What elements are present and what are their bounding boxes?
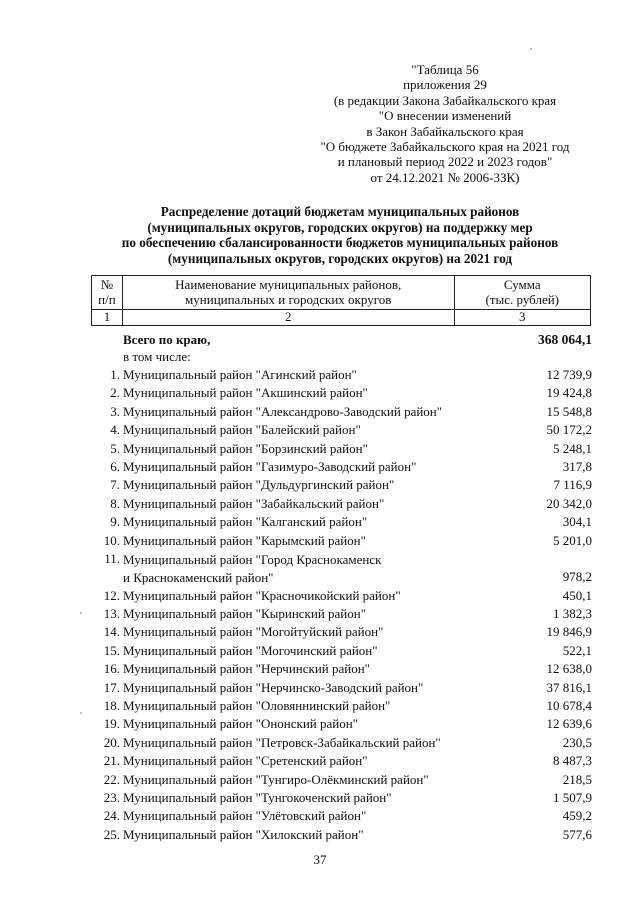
row-number: 8. <box>110 495 120 511</box>
header-line: в Закон Забайкальского края <box>366 123 524 139</box>
page-number: 37 <box>313 852 327 867</box>
row-number: 18. <box>103 698 120 714</box>
table-row <box>96 734 596 752</box>
row-name: Муниципальный район "Тунгокоченский район" <box>123 790 392 805</box>
row-value: 10 678,4 <box>546 698 592 714</box>
col-index-1: 1 <box>92 310 123 326</box>
row-name: Муниципальный район "Кыринский район" <box>123 606 367 622</box>
total-label: Всего по краю, <box>123 332 211 347</box>
row-value: 12 739,9 <box>546 367 592 382</box>
table-row <box>96 532 596 550</box>
row-number: 9. <box>110 514 120 530</box>
row-number: 6. <box>110 458 120 474</box>
table-row <box>96 587 596 605</box>
row-name: Муниципальный район "Красночикойский район" <box>123 587 401 603</box>
row-name: Муниципальный район "Борзинский район" <box>123 440 368 456</box>
row-value: 522,1 <box>562 642 592 658</box>
total-value: 368 064,1 <box>538 332 592 347</box>
row-value: 12 639,6 <box>546 716 592 732</box>
row-value: 450,1 <box>562 587 592 603</box>
document-title <box>80 204 600 266</box>
col-name-header-line: муниципальных и городских округов <box>185 291 392 307</box>
row-name: Муниципальный район "Нерчинско-Заводский район" <box>123 679 424 695</box>
row-number: 13. <box>103 606 120 622</box>
title-line: (муниципальных округов, городских округов) на 2021 год <box>167 250 513 266</box>
row-number: 14. <box>103 624 120 640</box>
row-name: Муниципальный район "Забайкальский район" <box>123 495 385 511</box>
header-line: "О внесении изменений <box>378 108 512 124</box>
rows-container <box>96 366 596 844</box>
row-name: Муниципальный район "Могочинский район" <box>123 642 378 658</box>
col-sum-header-line: (тыс. рублей) <box>485 291 560 307</box>
table-row <box>96 384 596 402</box>
col-sum-header-line: Сумма <box>503 277 541 292</box>
row-name: Муниципальный район "Улётовский район" <box>123 808 367 824</box>
row-number: 1. <box>110 367 120 382</box>
table-row <box>96 826 596 844</box>
row-value: 19 846,9 <box>546 624 592 640</box>
row-number: 3. <box>110 403 120 419</box>
row-value: 19 424,8 <box>546 385 592 401</box>
row-number: 17. <box>103 679 120 695</box>
row-name: Муниципальный район "Петровск-Забайкальский район" <box>123 734 441 750</box>
table-row <box>96 789 596 807</box>
row-name: Муниципальный район "Калганский район" <box>123 514 368 530</box>
row-name: Муниципальный район "Сретенский район" <box>123 753 368 769</box>
row-number: 21. <box>103 753 120 769</box>
table-row <box>96 421 596 439</box>
row-number: 2. <box>110 385 120 401</box>
row-name: Муниципальный район "Агинский район" <box>123 367 357 382</box>
col-sum-header <box>454 276 590 310</box>
row-name: Муниципальный район "Могойтуйский район" <box>123 624 384 640</box>
row-name: Муниципальный район "Балейский район" <box>123 422 361 438</box>
row-value: 8 487,3 <box>553 753 592 769</box>
subtotal-label: в том числе: <box>123 349 191 364</box>
row-value: 15 548,8 <box>546 403 592 419</box>
row-number: 5. <box>110 440 120 456</box>
row-number: 22. <box>103 771 120 787</box>
row-name: Муниципальный район "Тунгиро-Олёкминский район" <box>123 771 429 787</box>
scan-speck <box>530 48 532 50</box>
title-line: по обеспечению сбалансированности бюджетов муниципальных районов <box>121 235 559 251</box>
row-value: 5 248,1 <box>553 440 592 456</box>
col-name-header <box>122 276 454 310</box>
col-number-header-line: № <box>100 277 114 292</box>
table-row <box>96 476 596 494</box>
row-name: Муниципальный район "Акшинский район" <box>123 385 368 401</box>
table-row <box>96 771 596 789</box>
row-value: 12 638,0 <box>546 661 592 677</box>
row-number: 4. <box>110 422 120 438</box>
row-value: 7 116,9 <box>553 477 592 493</box>
table-row <box>96 458 596 476</box>
row-value: 50 172,2 <box>546 422 592 438</box>
row-number: 12. <box>103 587 120 603</box>
row-name: Муниципальный район "Газимуро-Заводский район" <box>123 458 417 474</box>
row-name-line: и Краснокаменский район" <box>123 570 274 586</box>
row-value: 317,8 <box>562 458 592 474</box>
row-number: 16. <box>103 661 120 677</box>
total-row <box>96 330 596 348</box>
row-number: 23. <box>103 790 120 805</box>
title-line: Распределение дотаций бюджетам муниципальных районов <box>160 204 520 219</box>
row-value: 1 382,3 <box>553 606 592 622</box>
row-value: 20 342,0 <box>546 495 592 511</box>
row-value: 230,5 <box>562 734 592 750</box>
header-line: "О бюджете Забайкальского края на 2021 год <box>320 139 570 155</box>
title-line: (муниципальных округов, городских округов) на поддержку мер <box>147 219 533 235</box>
col-number-header-line: п/п <box>98 291 116 307</box>
table-row <box>96 642 596 660</box>
table-row <box>96 605 596 623</box>
table-row <box>96 715 596 733</box>
row-number: 10. <box>103 532 120 548</box>
row-value: 5 201,0 <box>553 532 592 548</box>
row-value: 37 816,1 <box>546 679 592 695</box>
row-name-line: Муниципальный район "Город Краснокаменск <box>123 551 382 567</box>
row-number: 7. <box>110 477 120 493</box>
table-header <box>91 275 591 326</box>
col-name-header-line: Наименование муниципальных районов, <box>175 277 402 292</box>
row-name: Муниципальный район "Ононский район" <box>123 716 359 732</box>
row-name: Муниципальный район "Карымский район" <box>123 532 366 548</box>
table-row <box>96 440 596 458</box>
header-line: "Таблица 56 <box>411 62 479 77</box>
table-row <box>96 623 596 641</box>
table-row <box>96 660 596 678</box>
row-name: Муниципальный район "Оловяннинский район" <box>123 698 391 714</box>
row-number: 19. <box>103 716 120 732</box>
row-name: Муниципальный район "Александрово-Заводский район" <box>123 403 443 419</box>
subtotal-row <box>96 348 596 366</box>
row-name: Муниципальный район "Хилокский район" <box>123 826 364 842</box>
table-row <box>96 679 596 697</box>
scan-speck <box>80 612 82 614</box>
col-number-header <box>92 276 123 310</box>
col-index-2: 2 <box>122 310 454 326</box>
appendix-header <box>300 62 590 185</box>
row-name: Муниципальный район "Нерчинский район" <box>123 661 370 677</box>
table-row <box>96 752 596 770</box>
row-value: 577,6 <box>562 826 592 842</box>
header-line: и плановый период 2022 и 2023 годов" <box>337 154 553 170</box>
table-row <box>96 697 596 715</box>
row-value: 1 507,9 <box>553 790 592 805</box>
scan-speck <box>80 712 82 714</box>
row-number: 15. <box>103 642 120 658</box>
row-value: 978,2 <box>562 568 592 584</box>
row-number: 24. <box>103 808 120 824</box>
row-name: Муниципальный район "Дульдургинский район" <box>123 477 395 493</box>
table-row <box>96 403 596 421</box>
row-number: 25. <box>103 826 120 842</box>
table-body <box>96 330 596 844</box>
table-row <box>96 495 596 513</box>
row-value: 304,1 <box>562 514 592 530</box>
header-line: (в редакции Закона Забайкальского края <box>333 92 557 108</box>
header-line: от 24.12.2021 № 2006-ЗЗК) <box>370 169 520 185</box>
row-value: 218,5 <box>562 771 592 787</box>
row-name <box>123 551 381 588</box>
table-row <box>96 807 596 825</box>
table-row <box>96 513 596 531</box>
header-line: приложения 29 <box>403 77 487 93</box>
row-value: 459,2 <box>562 808 592 824</box>
row-number: 11. <box>104 550 120 566</box>
row-number: 20. <box>103 734 120 750</box>
table-row <box>96 366 596 384</box>
col-index-3: 3 <box>454 310 590 326</box>
table-row <box>96 550 596 587</box>
